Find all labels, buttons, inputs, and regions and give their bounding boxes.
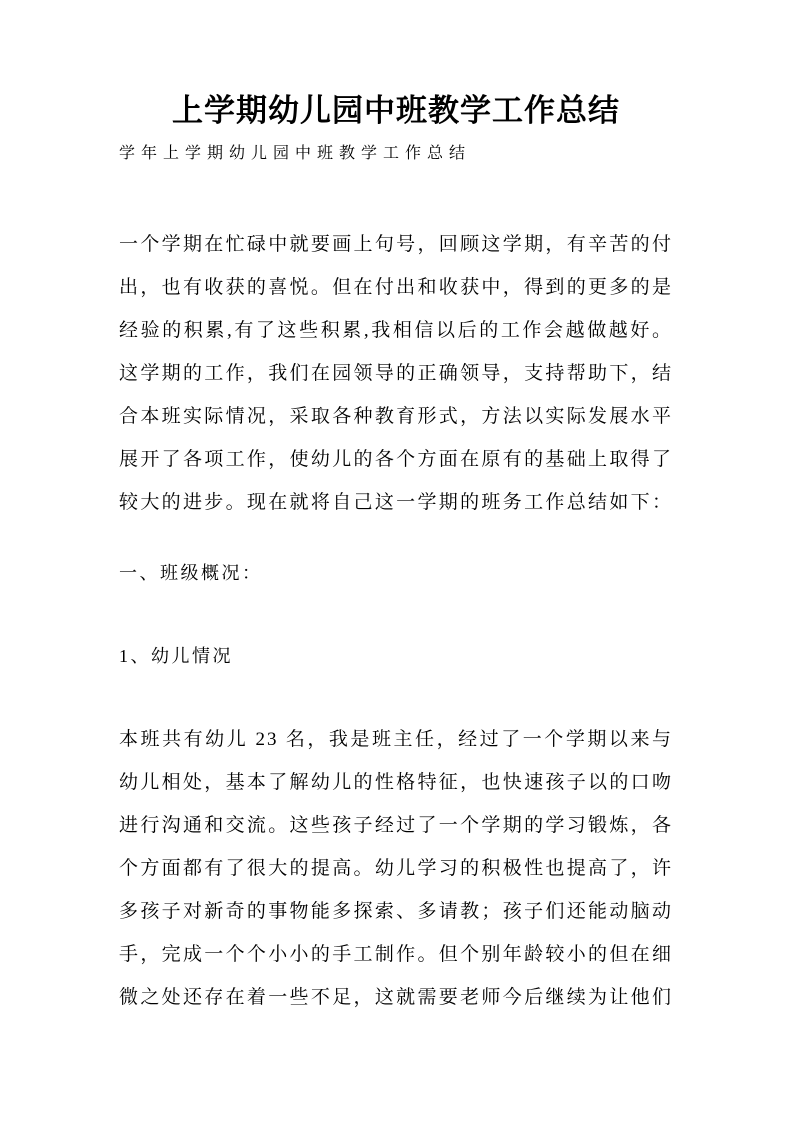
- text-line: 展开了各项工作，使幼儿的各个方面在原有的基础上取得了: [119, 449, 673, 470]
- text-line: 一个学期在忙碌中就要画上句号，回顾这学期，有辛苦的付: [119, 234, 673, 255]
- paragraph-children-situation: [119, 718, 673, 1019]
- text-line: 多孩子对新奇的事物能多探索、多请教；孩子们还能动脑动: [119, 901, 673, 922]
- text-line: 这学期的工作，我们在园领导的正确领导，支持帮助下，结: [119, 363, 673, 384]
- text-line: 个方面都有了很大的提高。幼儿学习的积极性也提高了，许: [119, 858, 673, 879]
- text-line: 合本班实际情况，采取各种教育形式，方法以实际发展水平: [119, 406, 673, 427]
- document-title: 上学期幼儿园中班教学工作总结: [172, 93, 620, 128]
- text-line: 幼儿相处，基本了解幼儿的性格特征，也快速孩子以的口吻: [119, 772, 673, 793]
- text-line: 较大的进步。现在就将自己这一学期的班务工作总结如下：: [119, 492, 673, 513]
- section-heading-class-overview: 一、班级概况：: [119, 563, 263, 583]
- document-subtitle: 学年上学期幼儿园中班教学工作总结: [119, 145, 472, 162]
- text-line: 出，也有收获的喜悦。但在付出和收获中，得到的更多的是: [119, 277, 673, 298]
- text-line: 进行沟通和交流。这些孩子经过了一个学期的学习锻炼，各: [119, 815, 673, 836]
- text-line: 经验的积累,有了这些积累,我相信以后的工作会越做越好。: [119, 320, 673, 341]
- text-line: 微之处还存在着一些不足，这就需要老师今后继续为让他们: [119, 987, 673, 1008]
- text-line: 手，完成一个个小小的手工制作。但个别年龄较小的但在细: [119, 944, 673, 965]
- text-line: 本班共有幼儿 23 名，我是班主任，经过了一个学期以来与: [119, 729, 673, 750]
- subsection-heading-children-situation: 1、幼儿情况: [119, 646, 233, 666]
- paragraph-semester-intro: [119, 223, 673, 524]
